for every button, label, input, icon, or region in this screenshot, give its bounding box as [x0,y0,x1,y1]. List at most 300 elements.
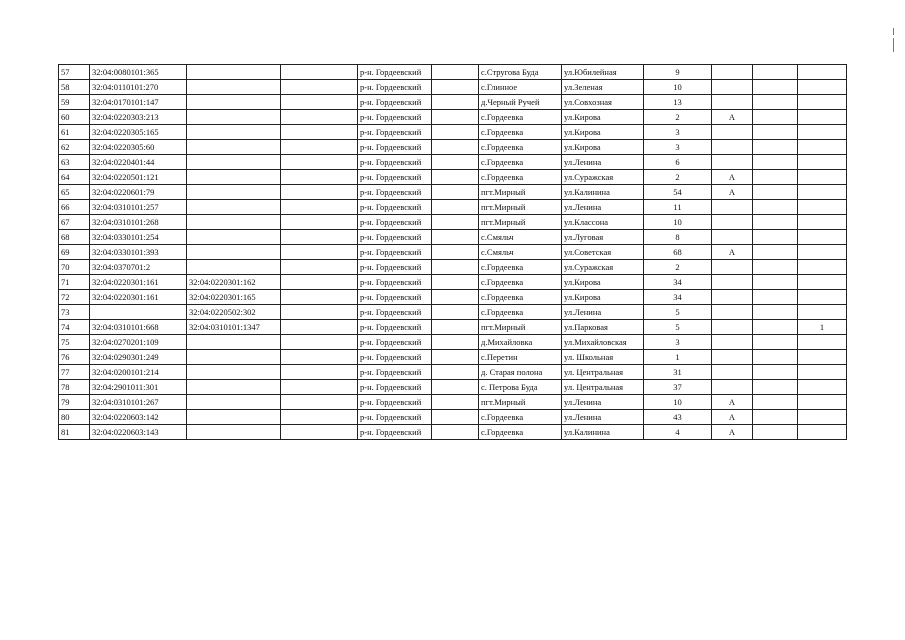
count-cell [798,380,847,395]
cadastral-number-cell: 32:04:0330101:393 [90,245,187,260]
count-cell [798,80,847,95]
cadastral-number-cell: 32:04:2901011:301 [90,380,187,395]
district-cell: р-н. Гордеевский [358,170,432,185]
empty-cell [281,380,358,395]
empty-cell [281,290,358,305]
district-cell: р-н. Гордеевский [358,80,432,95]
building-letter-cell [712,290,753,305]
street-cell: ул.Суражская [562,170,644,185]
settlement-cell: с.Смяльч [479,245,562,260]
house-number-cell: 2 [644,260,712,275]
building-letter-cell: А [712,110,753,125]
empty-cell [432,365,479,380]
scan-edge-mark [893,28,894,35]
count-cell [798,215,847,230]
empty-cell [753,260,798,275]
cadastral-number-cell: 32:04:0370701:2 [90,260,187,275]
cadastral-number-2-cell [187,245,281,260]
building-letter-cell [712,260,753,275]
cadastral-number-cell: 32:04:0220305:60 [90,140,187,155]
street-cell: ул.Зеленая [562,80,644,95]
settlement-cell: с.Гордеевка [479,110,562,125]
district-cell: р-н. Гордеевский [358,200,432,215]
row-number-cell: 81 [59,425,90,440]
street-cell: ул. Центральная [562,380,644,395]
empty-cell [753,80,798,95]
empty-cell [432,275,479,290]
cadastral-number-cell: 32:04:0200101:214 [90,365,187,380]
empty-cell [753,155,798,170]
table-row [59,365,847,380]
house-number-cell: 31 [644,365,712,380]
cadastral-number-cell: 32:04:0220601:79 [90,185,187,200]
count-cell [798,95,847,110]
district-cell: р-н. Гордеевский [358,395,432,410]
empty-cell [753,110,798,125]
table-row [59,200,847,215]
row-number-cell: 69 [59,245,90,260]
count-cell [798,305,847,320]
cadastral-number-cell: 32:04:0170101:147 [90,95,187,110]
district-cell: р-н. Гордеевский [358,290,432,305]
building-letter-cell [712,365,753,380]
street-cell: ул.Кирова [562,140,644,155]
district-cell: р-н. Гордеевский [358,410,432,425]
table-row [59,80,847,95]
house-number-cell: 2 [644,110,712,125]
settlement-cell: д.Михайловка [479,335,562,350]
cadastral-number-cell [90,305,187,320]
building-letter-cell [712,215,753,230]
street-cell: ул.Михайловская [562,335,644,350]
row-number-cell: 63 [59,155,90,170]
empty-cell [281,365,358,380]
building-letter-cell [712,320,753,335]
empty-cell [753,320,798,335]
scan-edge-mark [893,38,894,52]
cadastral-number-2-cell [187,125,281,140]
count-cell [798,275,847,290]
street-cell: ул.Кирова [562,275,644,290]
building-letter-cell [712,275,753,290]
district-cell: р-н. Гордеевский [358,320,432,335]
row-number-cell: 73 [59,305,90,320]
empty-cell [281,395,358,410]
district-cell: р-н. Гордеевский [358,260,432,275]
row-number-cell: 57 [59,65,90,80]
house-number-cell: 3 [644,335,712,350]
row-number-cell: 67 [59,215,90,230]
house-number-cell: 6 [644,155,712,170]
settlement-cell: д.Черный Ручей [479,95,562,110]
building-letter-cell [712,335,753,350]
street-cell: ул.Кирова [562,110,644,125]
row-number-cell: 64 [59,170,90,185]
street-cell: ул.Ленина [562,395,644,410]
district-cell: р-н. Гордеевский [358,230,432,245]
table-body [59,65,847,440]
cadastral-number-2-cell [187,170,281,185]
house-number-cell: 34 [644,275,712,290]
empty-cell [281,260,358,275]
empty-cell [753,350,798,365]
building-letter-cell [712,380,753,395]
cadastral-number-cell: 32:04:0220501:121 [90,170,187,185]
house-number-cell: 1 [644,350,712,365]
cadastral-number-cell: 32:04:0310101:268 [90,215,187,230]
district-cell: р-н. Гордеевский [358,380,432,395]
empty-cell [432,350,479,365]
empty-cell [281,245,358,260]
district-cell: р-н. Гордеевский [358,275,432,290]
cadastral-number-cell: 32:04:0310101:668 [90,320,187,335]
street-cell: ул.Парковая [562,320,644,335]
row-number-cell: 80 [59,410,90,425]
cadastral-number-cell: 32:04:0220303:213 [90,110,187,125]
cadastral-number-cell: 32:04:0220305:165 [90,125,187,140]
settlement-cell: с.Гордеевка [479,125,562,140]
row-number-cell: 72 [59,290,90,305]
row-number-cell: 77 [59,365,90,380]
cadastral-number-2-cell: 32:04:0220301:162 [187,275,281,290]
table-row [59,320,847,335]
table-row [59,290,847,305]
empty-cell [281,65,358,80]
table-row [59,335,847,350]
settlement-cell: пгт.Мирный [479,215,562,230]
house-number-cell: 5 [644,305,712,320]
cadastral-number-cell: 32:04:0270201:109 [90,335,187,350]
count-cell [798,110,847,125]
building-letter-cell [712,95,753,110]
settlement-cell: с.Гордеевка [479,425,562,440]
cadastral-number-cell: 32:04:0310101:257 [90,200,187,215]
empty-cell [281,125,358,140]
row-number-cell: 68 [59,230,90,245]
street-cell: ул.Калинина [562,425,644,440]
street-cell: ул.Суражская [562,260,644,275]
settlement-cell: с.Гордеевка [479,410,562,425]
settlement-cell: с. Петрова Буда [479,380,562,395]
cadastral-number-cell: 32:04:0220301:161 [90,275,187,290]
house-number-cell: 3 [644,125,712,140]
empty-cell [432,200,479,215]
building-letter-cell [712,155,753,170]
empty-cell [753,200,798,215]
cadastral-number-2-cell [187,80,281,95]
count-cell [798,185,847,200]
empty-cell [753,410,798,425]
cadastral-number-2-cell [187,260,281,275]
row-number-cell: 65 [59,185,90,200]
empty-cell [753,245,798,260]
house-number-cell: 13 [644,95,712,110]
settlement-cell: с.Гордеевка [479,275,562,290]
table-row [59,140,847,155]
street-cell: ул. Центральная [562,365,644,380]
cadastral-number-2-cell [187,410,281,425]
cadastral-number-2-cell [187,200,281,215]
building-letter-cell: А [712,410,753,425]
empty-cell [281,335,358,350]
count-cell [798,125,847,140]
cadastral-number-2-cell [187,95,281,110]
street-cell: ул.Ленина [562,155,644,170]
house-number-cell: 5 [644,320,712,335]
house-number-cell: 10 [644,80,712,95]
building-letter-cell [712,65,753,80]
empty-cell [753,140,798,155]
empty-cell [753,425,798,440]
empty-cell [753,335,798,350]
row-number-cell: 61 [59,125,90,140]
district-cell: р-н. Гордеевский [358,95,432,110]
table-row [59,305,847,320]
count-cell [798,65,847,80]
empty-cell [281,305,358,320]
street-cell: ул.Кирова [562,125,644,140]
empty-cell [432,260,479,275]
cadastral-number-cell: 32:04:0110101:270 [90,80,187,95]
count-cell [798,350,847,365]
empty-cell [432,185,479,200]
cadastral-number-cell: 32:04:0080101:365 [90,65,187,80]
district-cell: р-н. Гордеевский [358,305,432,320]
table-row [59,410,847,425]
house-number-cell: 11 [644,200,712,215]
district-cell: р-н. Гордеевский [358,245,432,260]
building-letter-cell [712,125,753,140]
table-row [59,395,847,410]
empty-cell [281,215,358,230]
district-cell: р-н. Гордеевский [358,140,432,155]
street-cell: ул.Ленина [562,305,644,320]
cadastral-number-cell: 32:04:0220603:142 [90,410,187,425]
empty-cell [753,365,798,380]
empty-cell [432,320,479,335]
table-row [59,170,847,185]
table-row [59,155,847,170]
settlement-cell: с.Глинное [479,80,562,95]
table-row [59,125,847,140]
district-cell: р-н. Гордеевский [358,335,432,350]
building-letter-cell [712,305,753,320]
cadastral-number-cell: 32:04:0310101:267 [90,395,187,410]
row-number-cell: 76 [59,350,90,365]
empty-cell [432,140,479,155]
count-cell [798,365,847,380]
empty-cell [432,170,479,185]
street-cell: ул.Совхозная [562,95,644,110]
count-cell [798,335,847,350]
district-cell: р-н. Гордеевский [358,425,432,440]
district-cell: р-н. Гордеевский [358,125,432,140]
cadastral-number-2-cell [187,350,281,365]
settlement-cell: с.Стругова Буда [479,65,562,80]
empty-cell [281,200,358,215]
empty-cell [432,410,479,425]
building-letter-cell [712,140,753,155]
street-cell: ул. Школьная [562,350,644,365]
count-cell [798,155,847,170]
cadastral-number-cell: 32:04:0330101:254 [90,230,187,245]
cadastral-number-cell: 32:04:0220603:143 [90,425,187,440]
settlement-cell: с.Гордеевка [479,290,562,305]
empty-cell [281,110,358,125]
settlement-cell: пгт.Мирный [479,320,562,335]
cadastral-number-cell: 32:04:0290301:249 [90,350,187,365]
cadastral-number-2-cell [187,380,281,395]
empty-cell [753,185,798,200]
house-number-cell: 2 [644,170,712,185]
empty-cell [753,170,798,185]
empty-cell [281,410,358,425]
count-cell [798,170,847,185]
street-cell: ул.Ленина [562,410,644,425]
table-row [59,380,847,395]
house-number-cell: 8 [644,230,712,245]
house-number-cell: 3 [644,140,712,155]
empty-cell [432,245,479,260]
settlement-cell: пгт.Мирный [479,200,562,215]
cadastral-number-2-cell [187,155,281,170]
district-cell: р-н. Гордеевский [358,110,432,125]
street-cell: ул.Луговая [562,230,644,245]
empty-cell [281,185,358,200]
building-letter-cell [712,350,753,365]
district-cell: р-н. Гордеевский [358,185,432,200]
empty-cell [281,425,358,440]
row-number-cell: 66 [59,200,90,215]
empty-cell [432,110,479,125]
street-cell: ул.Классона [562,215,644,230]
cadastral-number-2-cell [187,395,281,410]
table-row [59,350,847,365]
cadastral-number-2-cell [187,215,281,230]
table-row [59,65,847,80]
empty-cell [281,95,358,110]
row-number-cell: 58 [59,80,90,95]
building-letter-cell: А [712,425,753,440]
empty-cell [432,380,479,395]
house-number-cell: 4 [644,425,712,440]
empty-cell [432,65,479,80]
street-cell: ул.Юбилейная [562,65,644,80]
empty-cell [281,155,358,170]
empty-cell [753,290,798,305]
building-letter-cell [712,200,753,215]
empty-cell [432,395,479,410]
count-cell [798,260,847,275]
empty-cell [432,335,479,350]
empty-cell [432,305,479,320]
settlement-cell: с.Гордеевка [479,305,562,320]
district-cell: р-н. Гордеевский [358,365,432,380]
count-cell [798,425,847,440]
building-letter-cell: А [712,185,753,200]
building-letter-cell [712,230,753,245]
empty-cell [281,275,358,290]
row-number-cell: 71 [59,275,90,290]
empty-cell [281,140,358,155]
table-row [59,245,847,260]
settlement-cell: пгт.Мирный [479,185,562,200]
cadastral-number-2-cell: 32:04:0310101:1347 [187,320,281,335]
table-row [59,215,847,230]
cadastral-number-2-cell [187,110,281,125]
cadastral-number-2-cell: 32:04:0220502:302 [187,305,281,320]
district-cell: р-н. Гордеевский [358,215,432,230]
district-cell: р-н. Гордеевский [358,65,432,80]
empty-cell [281,170,358,185]
register-table [58,64,847,440]
empty-cell [753,65,798,80]
building-letter-cell: А [712,170,753,185]
settlement-cell: пгт.Мирный [479,395,562,410]
empty-cell [432,290,479,305]
count-cell [798,140,847,155]
cadastral-number-2-cell [187,230,281,245]
row-number-cell: 79 [59,395,90,410]
district-cell: р-н. Гордеевский [358,350,432,365]
table-row [59,230,847,245]
house-number-cell: 10 [644,215,712,230]
empty-cell [281,80,358,95]
row-number-cell: 78 [59,380,90,395]
count-cell [798,230,847,245]
empty-cell [753,95,798,110]
district-cell: р-н. Гордеевский [358,155,432,170]
building-letter-cell [712,80,753,95]
empty-cell [753,305,798,320]
street-cell: ул.Советская [562,245,644,260]
count-cell: 1 [798,320,847,335]
cadastral-number-2-cell [187,65,281,80]
row-number-cell: 60 [59,110,90,125]
empty-cell [753,275,798,290]
street-cell: ул.Кирова [562,290,644,305]
empty-cell [432,425,479,440]
empty-cell [281,350,358,365]
empty-cell [432,215,479,230]
cadastral-number-2-cell [187,140,281,155]
cadastral-number-cell: 32:04:0220301:161 [90,290,187,305]
empty-cell [432,230,479,245]
table-row [59,275,847,290]
settlement-cell: с.Гордеевка [479,170,562,185]
empty-cell [432,95,479,110]
table-row [59,260,847,275]
street-cell: ул.Калинина [562,185,644,200]
settlement-cell: с.Перетин [479,350,562,365]
empty-cell [432,125,479,140]
table-row [59,185,847,200]
settlement-cell: с.Гордеевка [479,260,562,275]
count-cell [798,395,847,410]
settlement-cell: с.Смяльч [479,230,562,245]
house-number-cell: 34 [644,290,712,305]
table-row [59,95,847,110]
street-cell: ул.Ленина [562,200,644,215]
cadastral-number-2-cell [187,185,281,200]
empty-cell [432,80,479,95]
cadastral-number-2-cell: 32:04:0220301:165 [187,290,281,305]
empty-cell [753,230,798,245]
empty-cell [753,395,798,410]
row-number-cell: 62 [59,140,90,155]
cadastral-number-cell: 32:04:0220401:44 [90,155,187,170]
register-table-container [58,64,846,440]
